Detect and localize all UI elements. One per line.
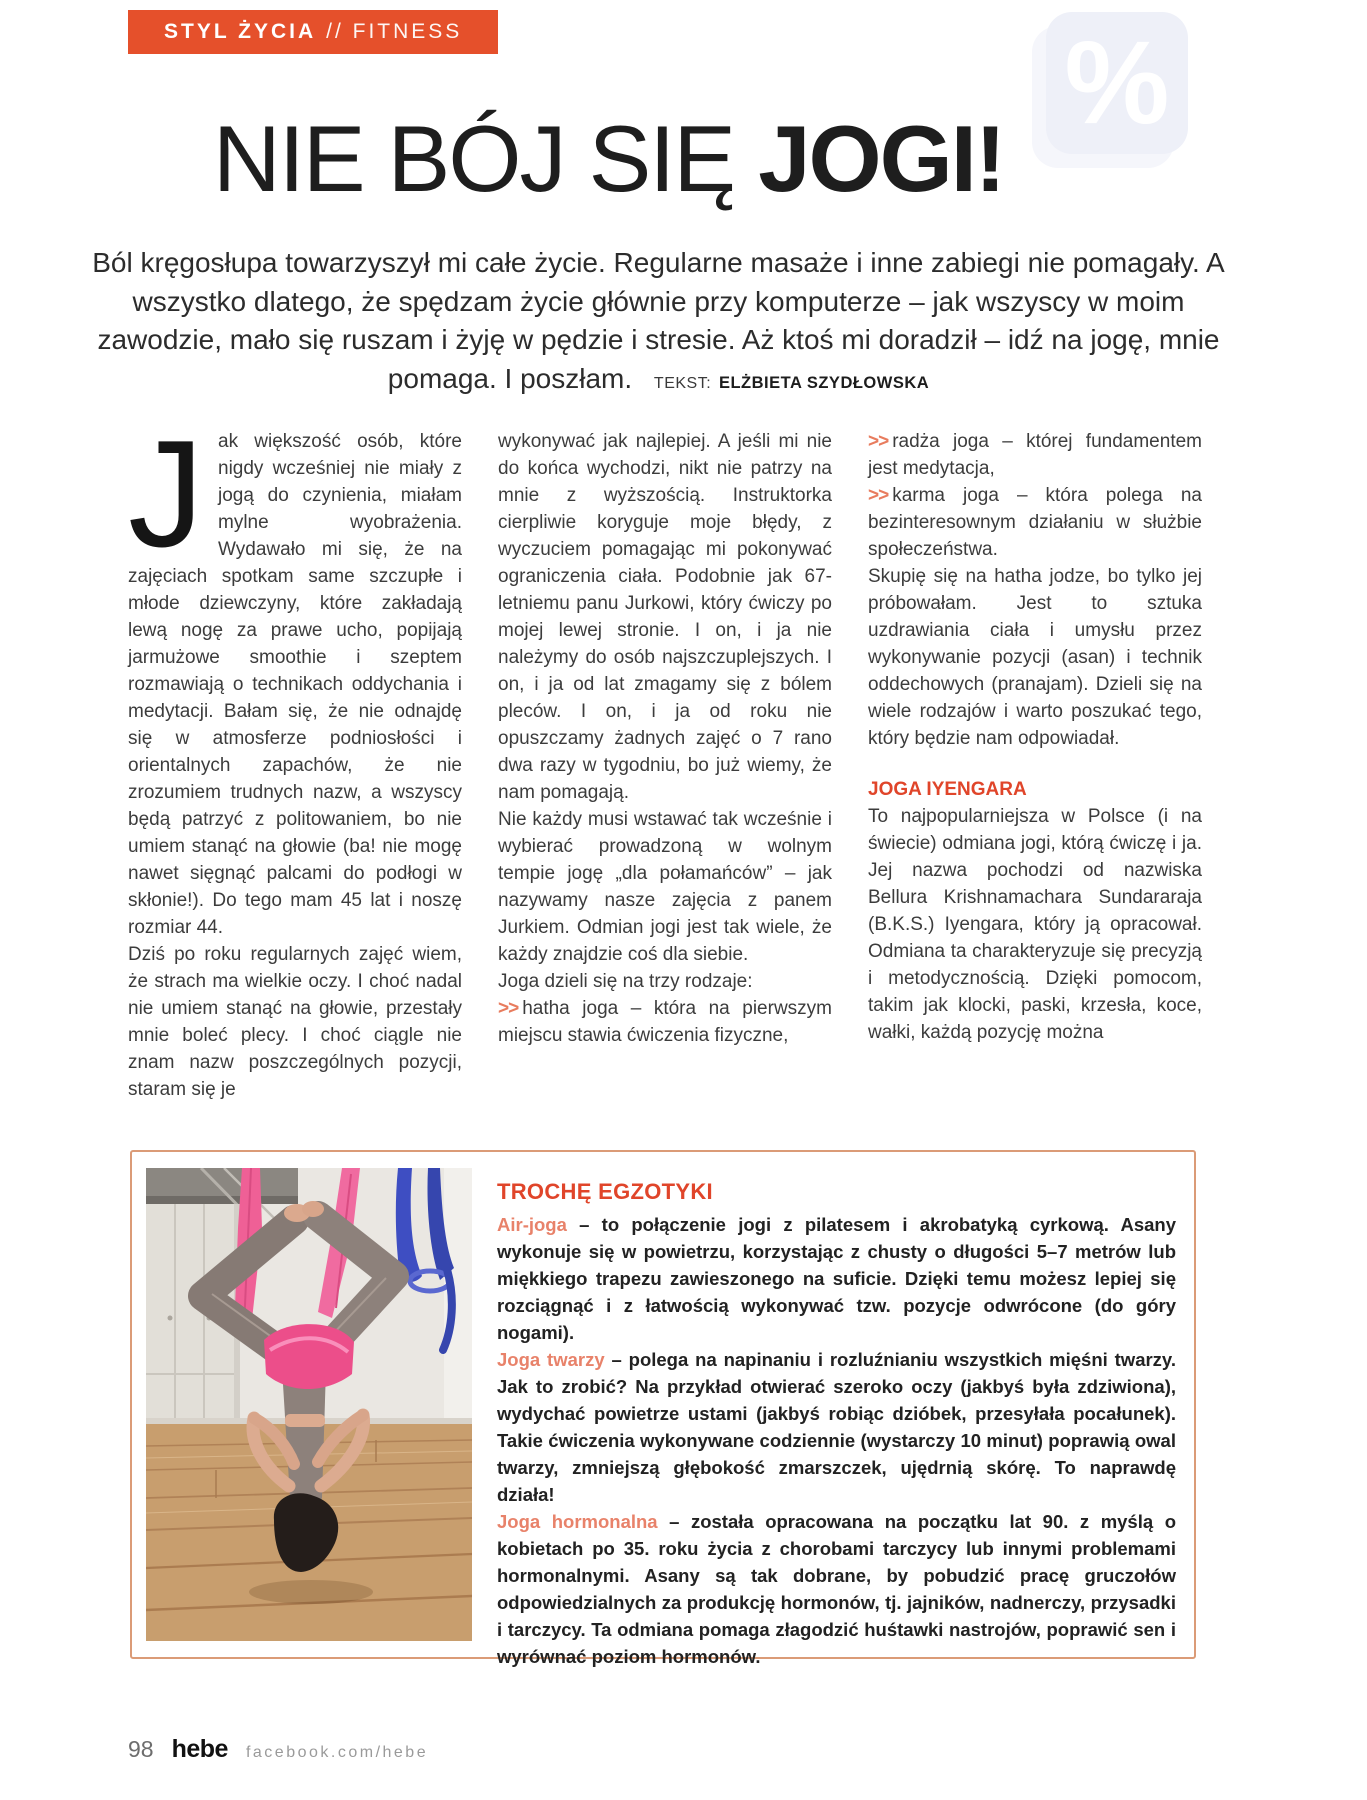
- paragraph-text: Nie każdy musi wstawać tak wcześnie i wybierać prowadzoną w wolnym tempie jogę „dla połamańców” – jak nazywamy nasze zajęcia z panem Jurkiem. Odmian jogi jest tak wiele, że każdy znajdzie coś dla siebie.: [498, 809, 832, 965]
- paragraph-text: Dziś po roku regularnych zajęć wiem, że strach ma wielkie oczy. I choć nadal nie umiem stanąć na głowie, przestały mnie boleć plecy. I choć ciągle nie znam nazw poszczególnych pozycji, staram się je: [128, 944, 462, 1100]
- paragraph-text: Skupię się na hatha jodze, bo tylko jej próbowałam. Jest to sztuka uzdrawiania ciała i umysłu przez wykonywanie pozycji (asan) i technik oddechowych (pranajam). Dzieli się na wiele rodzajów i warto poszukać tego, który będzie nam odpowiadał.: [868, 566, 1202, 749]
- list-item: [868, 482, 1202, 563]
- paragraph: [868, 563, 1202, 752]
- exotic-item: [497, 1346, 1176, 1508]
- article-column-2: [498, 428, 832, 1103]
- section-tag-primary: STYL ŻYCIA: [164, 20, 317, 43]
- pink-hammock: [264, 1324, 354, 1389]
- percent-icon: %: [1064, 17, 1170, 149]
- page-title-light: NIE BÓJ SIĘ: [212, 106, 759, 211]
- aerial-yoga-photo: [146, 1168, 472, 1641]
- page-footer: [128, 1735, 428, 1764]
- paragraph-text: ak większość osób, które nigdy wcześniej nie miały z jogą do czynienia, miałam mylne wyobrażenia. Wydawało mi się, że na zajęciach spotkam same szczupłe i młode dziewczyny, które zakładają lewą nogę za prawe ucho, popijają jarmużowe smoothie i szeptem rozmawiają o technikach oddychania i medytacji. Bałam się, że nie odnajdę się w atmosferze podniosłości i orientalnych zapachów, że nie zrozumiem trudnych nazw, a wszyscy będą patrzyć z politowaniem, bo nie umiem stanąć na głowie (ba! nie mogę nawet sięgnąć palcami do podłogi w skłonie!). Do tego mam 45 lat i noszę rozmiar 44.: [128, 431, 462, 938]
- section-tag-secondary: // FITNESS: [326, 20, 463, 43]
- list-marker: >>: [498, 998, 519, 1019]
- list-item: [498, 995, 832, 1049]
- paragraph: [498, 806, 832, 968]
- byline-label: TEKST:: [653, 374, 712, 392]
- exotic-item-lead: Air-joga: [497, 1214, 567, 1235]
- exotic-item-lead: Joga twarzy: [497, 1349, 605, 1370]
- facebook-url: facebook.com/hebe: [245, 1744, 429, 1761]
- paragraph: [128, 941, 462, 1103]
- exotic-item-text: – została opracowana na początku lat 90. z myślą o kobietach po 35. roku życia z chorobami tarczycy lub innymi problemami hormonalnymi. Asany są tak dobrane, by pobudzić pracę gruczołów odpowiedzialnych za produkcję hormonów, tj. jajników, nadnerczy, przysadki i tarczycy. Ta odmiana pomaga złagodzić huśtawki nastrojów, poprawić sen i wyrównać poziom hormonów.: [497, 1511, 1176, 1667]
- paragraph: [498, 968, 832, 995]
- dropcap: J: [128, 409, 204, 579]
- page-title-bold: JOGI!: [758, 106, 1005, 211]
- section-tag: [128, 10, 498, 54]
- list-marker: >>: [868, 431, 889, 452]
- article-column-3: [868, 428, 1202, 1103]
- exotic-box-heading: TROCHĘ EGZOTYKI: [497, 1179, 713, 1204]
- paragraph: [498, 428, 832, 806]
- paragraph: [868, 803, 1202, 1046]
- exotic-item-text: – to połączenie jogi z pilatesem i akrobatyką cyrkową. Asany wykonuje się w powietrzu, korzystając z chusty o długości 5–7 metrów lub miękkiego trapezu zawieszonego na suficie. Dzięki temu możesz lepiej się rozciągnąć i z łatwością wykonywać tzw. pozycje odwrócone (do góry nogami).: [497, 1214, 1176, 1343]
- page-title: [0, 106, 1217, 211]
- article-body: [128, 409, 1202, 1103]
- article-column-1: [128, 409, 462, 1103]
- list-marker: >>: [868, 485, 889, 506]
- byline-name: ELŻBIETA SZYDŁOWSKA: [718, 373, 930, 392]
- paragraph-text: To najpopularniejsza w Polsce (i na świecie) odmiana jogi, którą ćwiczę i ja. Jej nazwa pochodzi od nazwiska Bellura Krishnamachara Sundararaja (B.K.S.) Iyengara, który ją opracował. Odmiana ta charakteryzuje się precyzją i metodycznością. Dzięki pomocom, takim jak klocki, paski, krzesła, koce, wałki, każdą pozycję można: [868, 806, 1202, 1043]
- lead-text: Ból kręgosłupa towarzyszył mi całe życie. Regularne masaże i inne zabiegi nie pomagały. A wszystko dlatego, że spędzam życie głównie przy komputerze – jak wszyscy w moim zawodzie, mało się ruszam i żyję w pędzie i stresie. Aż ktoś mi doradził – idź na jogę, mnie pomaga. I poszłam.: [92, 247, 1225, 394]
- list-item: [868, 428, 1202, 482]
- exotic-item-text: – polega na napinaniu i rozluźnianiu wszystkich mięśni twarzy. Jak to zrobić? Na przykład otwierać szeroko oczy (jakbyś była zdziwiona), wydychać powietrze ustami (jakbyś robiąc dzióbek, przesyłała pocałunek). Takie ćwiczenia wykonywane codziennie (wystarczy 10 minut) poprawią owal twarzy, zmniejszą głębokość zmarszczek, ujędrnią skórę. To naprawdę działa!: [497, 1349, 1176, 1505]
- list-item-text: karma joga – która polega na bezinteresownym działaniu w służbie społeczeństwa.: [868, 485, 1202, 560]
- list-item-text: hatha joga – która na pierwszym miejscu stawia ćwiczenia fizyczne,: [498, 998, 832, 1046]
- exotic-item: [497, 1508, 1176, 1670]
- paragraph: [128, 409, 462, 941]
- exotic-yoga-box: [130, 1150, 1196, 1667]
- exotic-box-text: [497, 1178, 1176, 1670]
- subheading-joga-iyengara: JOGA IYENGARA: [868, 779, 1027, 800]
- lead-paragraph: [70, 244, 1247, 399]
- paragraph-text: Joga dzieli się na trzy rodzaje:: [498, 971, 753, 992]
- page-number: 98: [128, 1736, 154, 1762]
- list-item-text: radża joga – której fundamentem jest medytacja,: [868, 431, 1202, 479]
- exotic-item-lead: Joga hormonalna: [497, 1511, 658, 1532]
- exotic-item: [497, 1211, 1176, 1346]
- aerial-yoga-illustration: [146, 1168, 472, 1641]
- paragraph-text: wykonywać jak najlepiej. A jeśli mi nie do końca wychodzi, nikt nie patrzy na mnie z wyższością. Instruktorka cierpliwie koryguje moje błędy, z wyczuciem pomagając mi pokonywać ograniczenia ciała. Podobnie jak 67-letniemu panu Jurkowi, który ćwiczy po mojej lewej stronie. I on, i ja nie należymy do osób najszczuplejszych. I on, i ja od lat zmagamy się z bólem pleców. I on, i ja od roku nie opuszczamy żadnych zajęć o 7 rano dwa razy w tygodniu, bo już wiemy, że nam pomagają.: [498, 431, 832, 803]
- hebe-logo: hebe: [171, 1735, 228, 1763]
